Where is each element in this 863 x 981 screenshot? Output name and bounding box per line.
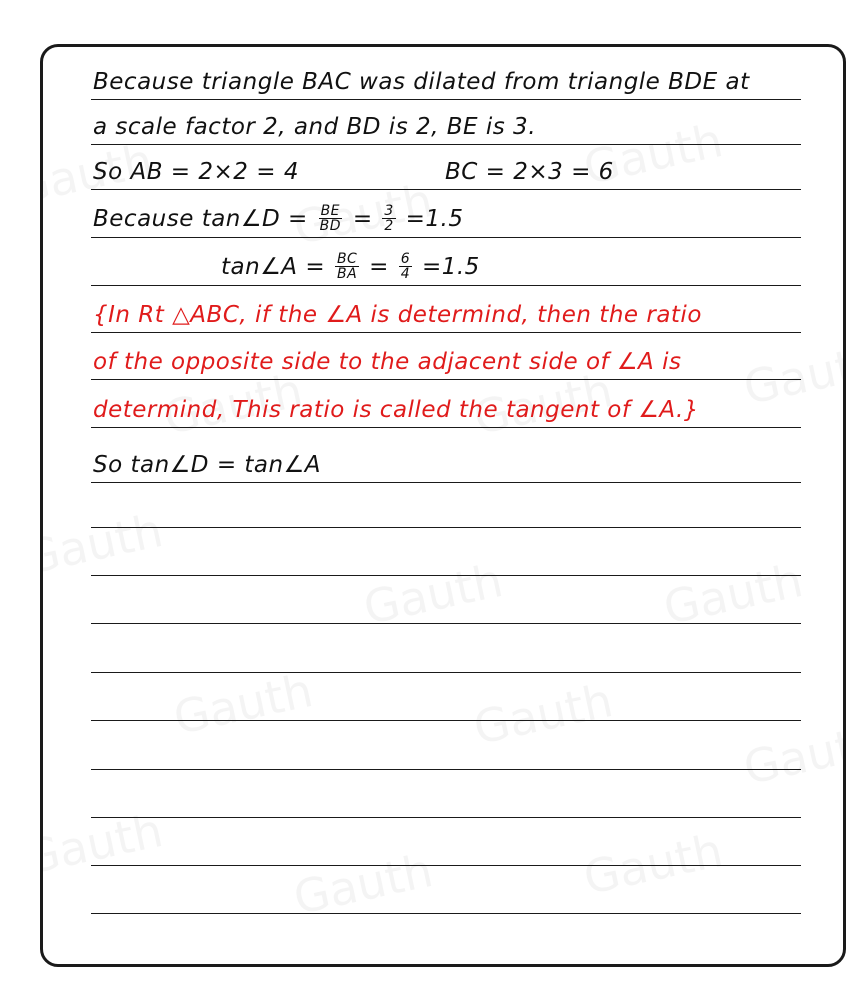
ruled-line [91, 379, 801, 380]
text-line-5 [93, 245, 805, 285]
text-line-9 [93, 442, 805, 482]
line-text: So tan∠D = tan∠A [93, 452, 321, 478]
watermark [40, 503, 167, 585]
ruled-line [91, 237, 801, 238]
tan-a-expression [221, 252, 480, 281]
ruled-line [91, 865, 801, 866]
ruled-line [91, 189, 801, 190]
fraction-denominator: 4 [400, 266, 411, 282]
watermark [169, 663, 317, 745]
fraction-denominator: BA [337, 266, 358, 282]
fraction-numerator: BC [336, 251, 358, 267]
notebook-page [40, 44, 846, 967]
ruled-line [91, 817, 801, 818]
text-line-6 [93, 292, 805, 332]
watermark [739, 713, 846, 795]
ruled-line [91, 482, 801, 483]
result-value: =1.5 [405, 205, 464, 232]
text-line-3 [93, 149, 805, 189]
watermark [469, 673, 617, 755]
fraction-6-4 [399, 252, 412, 281]
tan-d-expression [93, 204, 464, 233]
fraction-be-bd [318, 204, 343, 233]
fraction-numerator: 3 [384, 203, 394, 219]
watermark [40, 803, 167, 885]
fraction-3-2 [382, 204, 395, 233]
ruled-line [91, 144, 801, 145]
ruled-line [91, 427, 801, 428]
line-text: Because triangle BAC was dilated from triangle BDE at [93, 69, 750, 95]
ruled-line [91, 720, 801, 721]
text-line-4 [93, 197, 805, 237]
ruled-line [91, 285, 801, 286]
tan-d-prefix: Because tan∠D = [93, 205, 308, 232]
text-line-2 [93, 104, 805, 144]
watermark [579, 823, 727, 905]
line-text: of the opposite side to the adjacent side of ∠A is [93, 349, 682, 375]
fraction-bc-ba [335, 252, 359, 281]
ruled-line [91, 769, 801, 770]
text-line-8 [93, 387, 805, 427]
ruled-line [91, 913, 801, 914]
equals-sign: = [369, 253, 389, 280]
ruled-line [91, 99, 801, 100]
result-value: =1.5 [421, 253, 480, 280]
ruled-line [91, 332, 801, 333]
ruled-line [91, 623, 801, 624]
ruled-line [91, 527, 801, 528]
line-text-bc: BC = 2×3 = 6 [445, 159, 614, 185]
fraction-denominator: BD [319, 218, 341, 234]
line-text: determind, This ratio is called the tangent of ∠A.} [93, 397, 699, 423]
line-text: a scale factor 2, and BD is 2, BE is 3. [93, 114, 537, 140]
text-line-1 [93, 59, 805, 99]
text-line-7 [93, 339, 805, 379]
equals-sign: = [352, 205, 373, 232]
line-text: {In Rt △ABC, if the ∠A is determind, then the ratio [93, 302, 702, 328]
fraction-numerator: BE [320, 203, 341, 219]
fraction-denominator: 2 [384, 218, 394, 234]
line-text-ab: So AB = 2×2 = 4 [93, 159, 299, 185]
fraction-numerator: 6 [400, 251, 411, 267]
ruled-line [91, 672, 801, 673]
ruled-line [91, 575, 801, 576]
tan-a-prefix: tan∠A = [221, 253, 326, 280]
